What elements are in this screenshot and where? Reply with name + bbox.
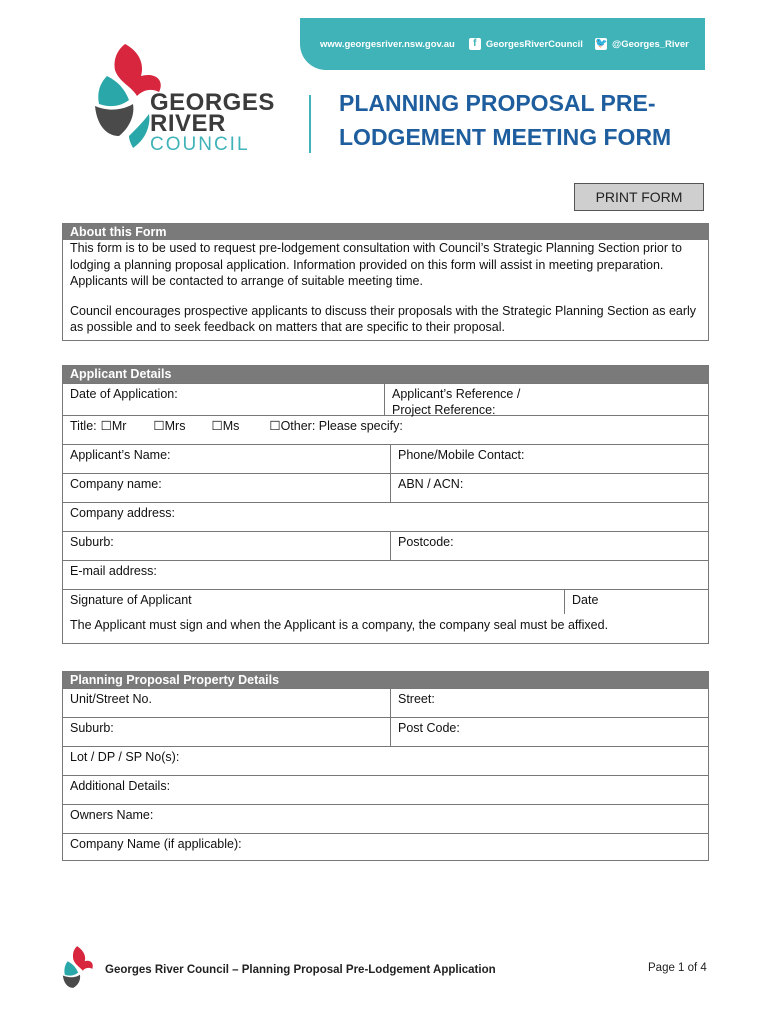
applicant-row-date	[63, 383, 708, 415]
about-paragraph-1: This form is to be used to request pre-lodgement consultation with Council’s Strategic Planning Section prior to lodging a planning proposal application. Information provided on this form will assist in meeting preparation. Applicants will be contacted to arrange of suitable meeting time.	[70, 241, 682, 288]
owners-name-label: Owners Name:	[70, 808, 154, 822]
facebook-handle: GeorgesRiverCouncil	[485, 38, 583, 50]
abn-field[interactable]	[390, 474, 708, 502]
date-of-application-field[interactable]	[63, 384, 384, 415]
applicant-row-address	[63, 502, 708, 531]
company-address-field[interactable]	[63, 503, 708, 531]
property-postcode-field[interactable]	[390, 718, 708, 746]
unit-street-no-field[interactable]	[63, 689, 390, 717]
property-row-lot	[63, 746, 708, 775]
postcode-field[interactable]	[390, 532, 708, 560]
postcode-label: Postcode:	[398, 535, 454, 549]
ms-label: Ms	[222, 419, 240, 433]
title-field	[63, 416, 708, 444]
facebook-icon: f	[469, 38, 481, 50]
logo-line-council: COUNCIL	[150, 134, 250, 155]
reference-label-line-1: Applicant’s Reference /	[392, 387, 521, 401]
suburb-label: Suburb:	[70, 535, 114, 549]
applicant-row-name	[63, 444, 708, 473]
property-row-street	[63, 688, 708, 717]
applicant-row-suburb	[63, 531, 708, 560]
additional-details-field[interactable]	[63, 776, 708, 804]
property-postcode-label: Post Code:	[398, 721, 460, 735]
applicant-section	[62, 365, 709, 644]
phone-field[interactable]	[390, 445, 708, 473]
property-suburb-field[interactable]	[63, 718, 390, 746]
applicant-row-title	[63, 415, 708, 444]
property-section	[62, 671, 709, 861]
lot-dp-sp-label: Lot / DP / SP No(s):	[70, 750, 180, 764]
mrs-label: Mrs	[164, 419, 186, 433]
form-title	[339, 86, 699, 154]
email-field[interactable]	[63, 561, 708, 589]
header-divider	[309, 95, 311, 153]
unit-street-no-label: Unit/Street No.	[70, 692, 152, 706]
date-of-application-label: Date of Application:	[70, 387, 178, 401]
about-paragraph-2: Council encourages prospective applicants to discuss their proposals with the Strategic Planning Section as early as possible and to seek feedback on matters that are specific to their proposal.	[70, 303, 697, 334]
social-banner	[300, 18, 705, 70]
signature-note: The Applicant must sign and when the Applicant is a company, the company seal must be affixed.	[70, 618, 609, 632]
ms-checkbox[interactable]: ☐	[211, 419, 223, 433]
footer-logo	[60, 944, 98, 990]
company-name-label: Company name:	[70, 477, 162, 491]
email-label: E-mail address:	[70, 564, 157, 578]
property-row-suburb	[63, 717, 708, 746]
mrs-checkbox[interactable]: ☐	[153, 419, 165, 433]
property-company-field[interactable]	[63, 834, 708, 862]
facebook-link[interactable]	[469, 38, 583, 50]
property-row-company	[63, 833, 708, 862]
property-suburb-label: Suburb:	[70, 721, 114, 735]
lot-dp-sp-field[interactable]	[63, 747, 708, 775]
signature-date-field[interactable]	[564, 590, 708, 614]
property-company-label: Company Name (if applicable):	[70, 837, 242, 851]
page-number: Page 1 of 4	[648, 962, 707, 974]
company-name-field[interactable]	[63, 474, 390, 502]
about-section	[62, 223, 709, 341]
applicant-row-email	[63, 560, 708, 589]
applicant-reference-field[interactable]	[384, 384, 708, 415]
council-wordmark	[150, 89, 275, 155]
twitter-link[interactable]	[595, 38, 689, 50]
street-label: Street:	[398, 692, 435, 706]
applicant-heading: Applicant Details	[63, 366, 708, 383]
other-label: Other: Please specify:	[280, 419, 403, 433]
abn-label: ABN / ACN:	[398, 477, 464, 491]
signature-label: Signature of Applicant	[70, 593, 192, 607]
additional-details-label: Additional Details:	[70, 779, 171, 793]
property-heading: Planning Proposal Property Details	[63, 672, 708, 688]
about-heading: About this Form	[63, 224, 708, 240]
reference-label-line-2: Project Reference:	[392, 403, 496, 417]
footer-text: Georges River Council – Planning Proposal Pre-Lodgement Application	[105, 964, 496, 976]
mr-label: Mr	[111, 419, 127, 433]
property-row-additional	[63, 775, 708, 804]
phone-label: Phone/Mobile Contact:	[398, 448, 525, 462]
logo-line-georges: GEORGES	[150, 89, 275, 116]
mr-checkbox[interactable]: ☐	[100, 419, 112, 433]
other-checkbox[interactable]: ☐	[269, 419, 281, 433]
applicant-name-field[interactable]	[63, 445, 390, 473]
company-address-label: Company address:	[70, 506, 175, 520]
twitter-handle: @Georges_River	[611, 38, 689, 50]
title-label: Title:	[70, 419, 97, 433]
owners-name-field[interactable]	[63, 805, 708, 833]
title-line-2: LODGEMENT MEETING FORM	[339, 124, 672, 150]
print-form-button[interactable]: PRINT FORM	[574, 183, 704, 211]
twitter-icon: 🐦	[594, 38, 608, 49]
property-row-owners	[63, 804, 708, 833]
title-line-1: PLANNING PROPOSAL PRE-	[339, 90, 656, 116]
logo-line-river: RIVER	[150, 110, 226, 137]
applicant-name-label: Applicant’s Name:	[70, 448, 171, 462]
signature-date-label: Date	[572, 593, 599, 607]
website-link[interactable]: www.georgesriver.nsw.gov.au	[320, 38, 455, 50]
street-field[interactable]	[390, 689, 708, 717]
applicant-row-company	[63, 473, 708, 502]
suburb-field[interactable]	[63, 532, 390, 560]
